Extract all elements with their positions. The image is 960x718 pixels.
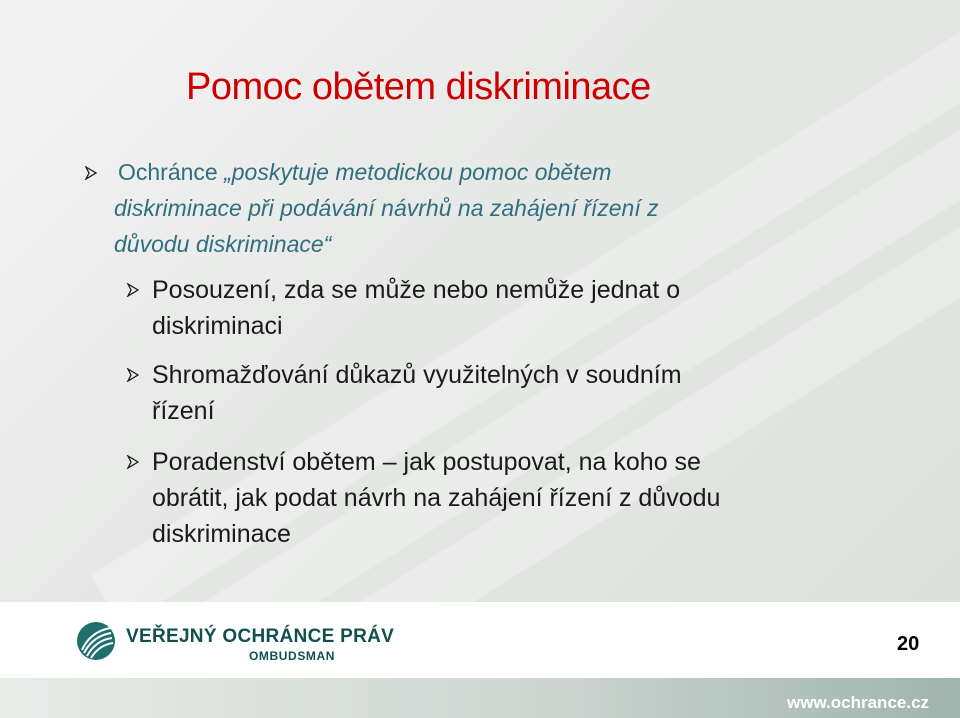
sub-bullet-line: Shromažďování důkazů využitelných v soudním (152, 361, 682, 389)
arrow-bullet-icon (126, 368, 140, 382)
main-bullet-line2: diskriminace při podávání návrhů na zahájení řízení z (114, 195, 659, 221)
main-bullet-line3: důvodu diskriminace“ (114, 231, 332, 257)
logo-subtitle: OMBUDSMAN (249, 649, 336, 663)
sub-bullet-1 (152, 272, 680, 344)
page-number: 20 (897, 633, 920, 655)
arrow-bullet-icon (126, 283, 140, 297)
sub-bullet-line: diskriminace (152, 520, 291, 548)
sub-bullet-line: Poradenství obětem – jak postupovat, na koho se (152, 448, 701, 476)
website-link[interactable]: www.ochrance.cz (787, 693, 930, 712)
logo-title: VEŘEJNÝ OCHRÁNCE PRÁV (126, 626, 395, 647)
main-bullet-lead: Ochránce (118, 159, 225, 185)
arrow-bullet-icon (84, 166, 98, 180)
sub-bullet-3 (152, 444, 720, 552)
sub-bullet-line: řízení (152, 397, 215, 425)
slide-title: Pomoc obětem diskriminace (186, 66, 651, 108)
sub-bullet-line: Posouzení, zda se může nebo nemůže jednat o (152, 276, 681, 304)
sub-bullet-2 (152, 357, 682, 429)
arrow-bullet-icon (126, 455, 140, 469)
main-bullet (114, 154, 659, 262)
ombudsman-logo-icon (76, 620, 116, 662)
sub-bullet-line: obrátit, jak podat návrh na zahájení řízení z důvodu (152, 484, 721, 512)
sub-bullet-line: diskriminaci (152, 312, 283, 340)
main-bullet-line1: „poskytuje metodickou pomoc obětem (224, 159, 612, 185)
